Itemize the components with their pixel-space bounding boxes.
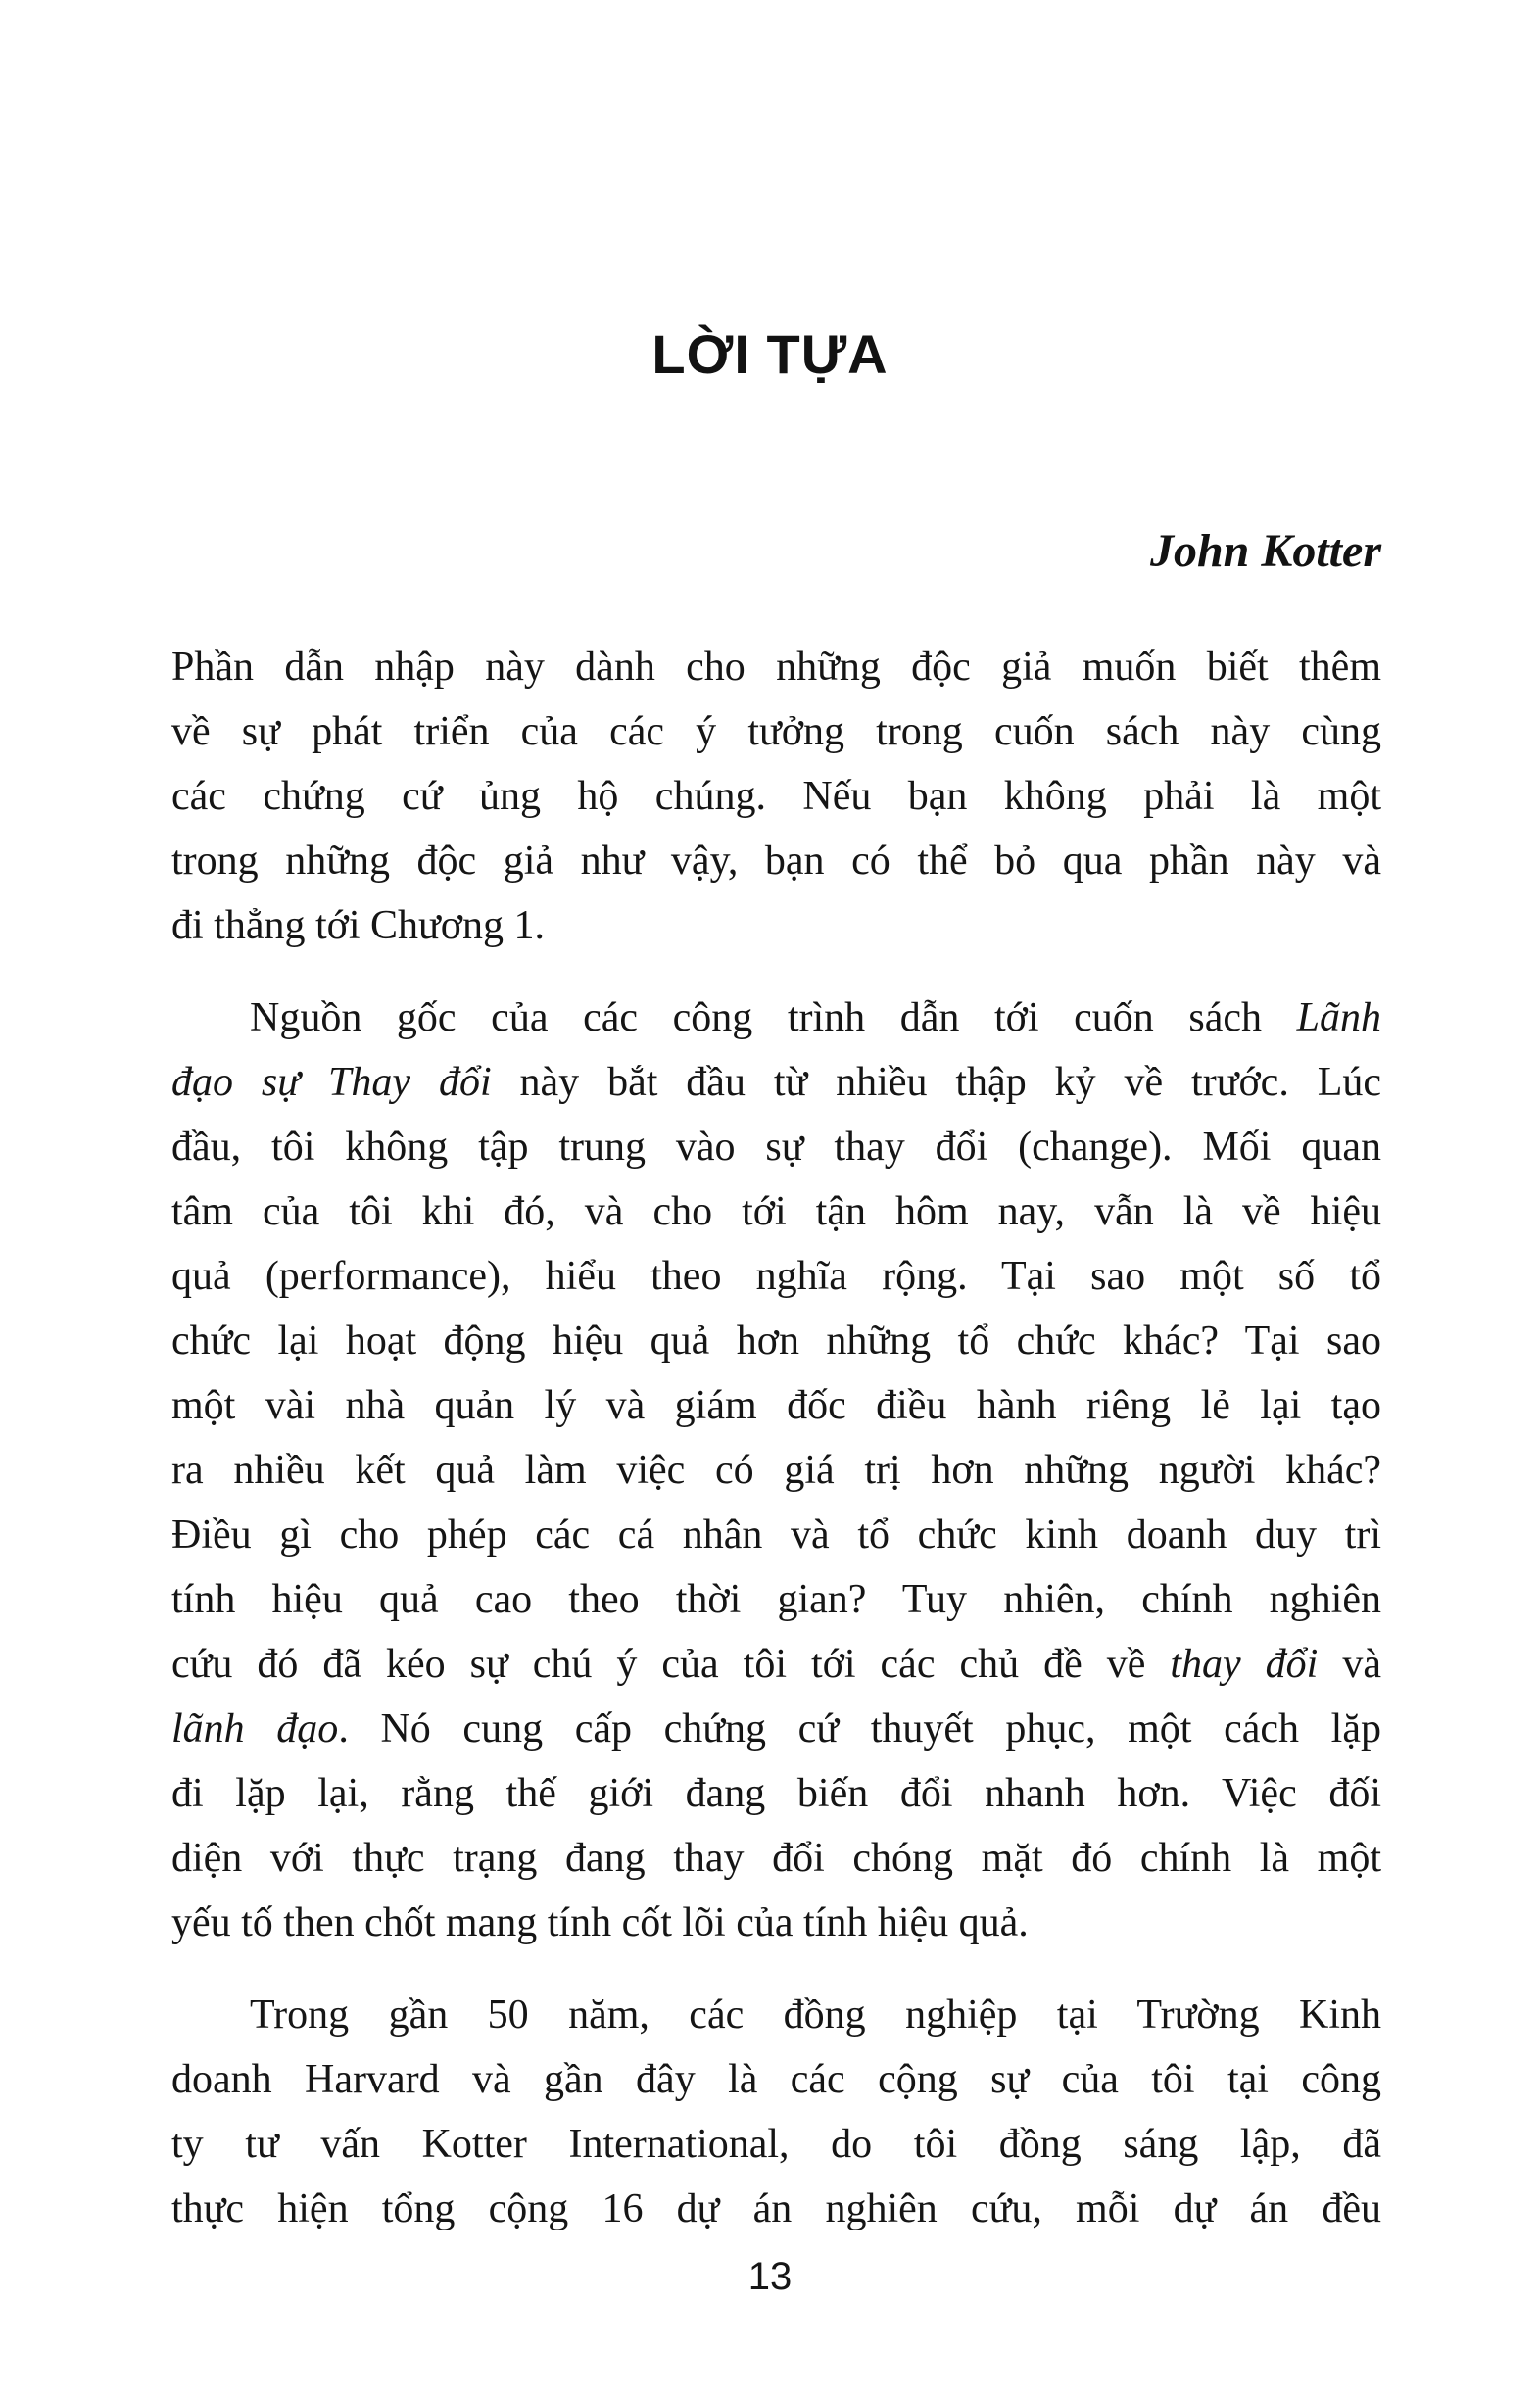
text-run: một vài nhà quản lý và giám đốc điều hành riêng lẻ lại tạo (171, 1383, 1381, 1428)
text-run: này bắt đầu từ nhiều thập kỷ về trước. Lúc (491, 1060, 1381, 1105)
text-line (171, 829, 1381, 893)
page-number: 13 (747, 2255, 793, 2298)
text-run: yếu tố then chốt mang tính cốt lõi của tính hiệu quả. (171, 1900, 1029, 1945)
text-line (171, 1309, 1381, 1373)
text-run: doanh Harvard và gần đây là các cộng sự của tôi tại công (171, 2057, 1381, 2102)
text-run: đi lặp lại, rằng thế giới đang biến đổi nhanh hơn. Việc đối (171, 1771, 1381, 1816)
text-run: cứu đó đã kéo sự chú ý của tôi tới các chủ đề về (171, 1642, 1171, 1687)
paragraph (171, 985, 1381, 1955)
text-run: quả (performance), hiểu theo nghĩa rộng. Tại sao một số tổ (171, 1254, 1381, 1299)
text-line (171, 1632, 1381, 1697)
text-run: đầu, tôi không tập trung vào sự thay đổi (change). Mối quan (171, 1125, 1381, 1170)
text-line (171, 635, 1381, 699)
text-line (171, 893, 1381, 958)
text-line (171, 2177, 1381, 2241)
text-run: chức lại hoạt động hiệu quả hơn những tổ chức khác? Tại sao (171, 1319, 1381, 1364)
text-line (171, 985, 1381, 1050)
text-line (171, 1179, 1381, 1244)
text-line (171, 1567, 1381, 1632)
italic-text-run: lãnh đạo (171, 1706, 339, 1751)
page-title: LỜI TỰA (651, 323, 889, 385)
text-run: ra nhiều kết quả làm việc có giá trị hơn những người khác? (171, 1448, 1381, 1493)
text-run: ty tư vấn Kotter International, do tôi đồng sáng lập, đã (171, 2122, 1381, 2167)
text-run: diện với thực trạng đang thay đổi chóng mặt đó chính là một (171, 1836, 1381, 1881)
text-line (171, 1438, 1381, 1503)
text-line (171, 764, 1381, 829)
text-run: các chứng cứ ủng hộ chúng. Nếu bạn không phải là một (171, 774, 1381, 819)
paragraph (171, 635, 1381, 958)
text-run: Nguồn gốc của các công trình dẫn tới cuốn sách (250, 995, 1297, 1040)
text-run: tính hiệu quả cao theo thời gian? Tuy nhiên, chính nghiên (171, 1577, 1381, 1622)
text-line (171, 1891, 1381, 1955)
text-line (171, 1983, 1381, 2047)
text-line (171, 2112, 1381, 2177)
text-line (171, 1244, 1381, 1309)
text-run: thực hiện tổng cộng 16 dự án nghiên cứu, mỗi dự án đều (171, 2186, 1381, 2231)
text-run: trong những độc giả như vậy, bạn có thể bỏ qua phần này và (171, 839, 1381, 884)
text-run: Trong gần 50 năm, các đồng nghiệp tại Trường Kinh (250, 1992, 1381, 2038)
text-run: đi thẳng tới Chương 1. (171, 903, 546, 948)
text-line (171, 1050, 1381, 1115)
italic-text-run: Lãnh (1296, 995, 1381, 1040)
text-run: . Nó cung cấp chứng cứ thuyết phục, một cách lặp (338, 1706, 1381, 1751)
text-run: Phần dẫn nhập này dành cho những độc giả muốn biết thêm (171, 645, 1381, 690)
text-line (171, 1697, 1381, 1761)
body-text (171, 635, 1381, 2241)
paragraph (171, 1983, 1381, 2241)
author-name: John Kotter (1149, 525, 1381, 577)
text-line (171, 1826, 1381, 1891)
text-run: và (1318, 1642, 1381, 1687)
text-line (171, 1115, 1381, 1179)
text-line (171, 1761, 1381, 1826)
text-run: Điều gì cho phép các cá nhân và tổ chức kinh doanh duy trì (171, 1512, 1381, 1558)
italic-text-run: đạo sự Thay đổi (171, 1060, 492, 1105)
text-run: tâm của tôi khi đó, và cho tới tận hôm nay, vẫn là về hiệu (171, 1189, 1381, 1234)
text-line (171, 1503, 1381, 1567)
text-line (171, 699, 1381, 764)
text-run: về sự phát triển của các ý tưởng trong cuốn sách này cùng (171, 709, 1381, 754)
text-line (171, 1373, 1381, 1438)
text-line (171, 2047, 1381, 2112)
italic-text-run: thay đổi (1170, 1642, 1319, 1687)
